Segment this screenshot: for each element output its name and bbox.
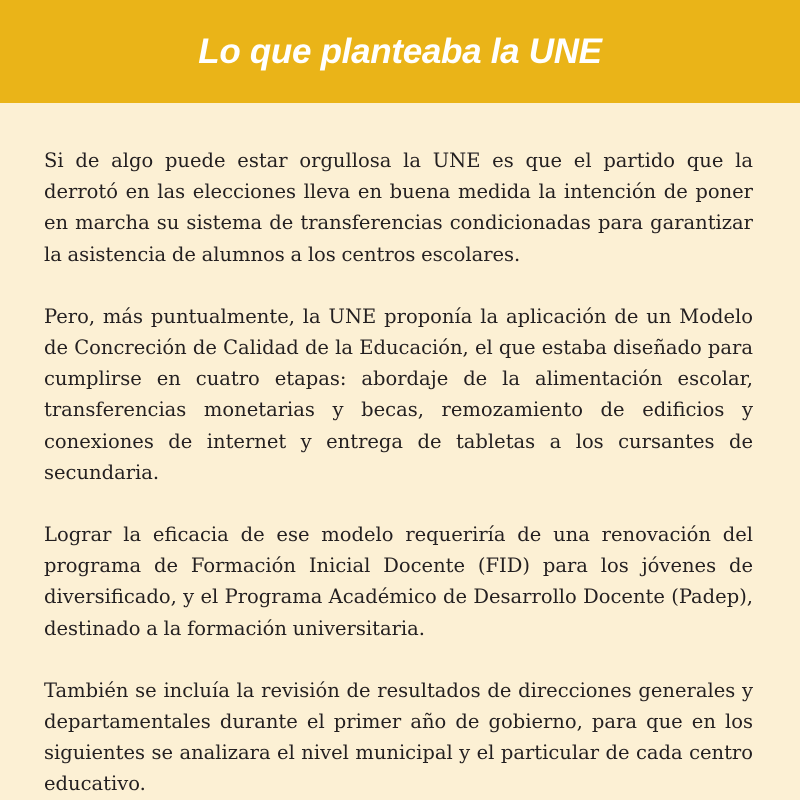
- box-body: [44, 145, 753, 800]
- paragraph-2: Pero, más puntualmente, la UNE proponía la aplicación de un Modelo de Concreción de Calidad de la Educación, el que estaba diseñado para cumplirse en cuatro etapas: abordaje de la alimentación escolar, transferencias monetarias y becas, remozamiento de edificios y conexiones de internet y entrega de tabletas a los cursantes de secundaria.: [44, 304, 753, 484]
- box-title: Lo que planteaba la UNE: [198, 32, 602, 71]
- title-banner: [0, 0, 800, 103]
- paragraph-3: Lograr la eficacia de ese modelo requeriría de una renovación del programa de Formación Inicial Docente (FID) para los jóvenes de diversificado, y el Programa Académico de Desarrollo Docente (Padep), destinado a la formación universitaria.: [44, 523, 753, 640]
- paragraph-4: También se incluía la revisión de resultados de direcciones generales y departamentales durante el primer año de gobierno, para que en los siguientes se analizara el nivel municipal y el particular de cada centro educativo.: [44, 678, 753, 796]
- paragraph-1: Si de algo puede estar orgullosa la UNE es que el partido que la derrotó en las elecciones lleva en buena medida la intención de poner en marcha su sistema de transferencias condicionadas para garantizar la asistencia de alumnos a los centros escolares.: [44, 149, 753, 266]
